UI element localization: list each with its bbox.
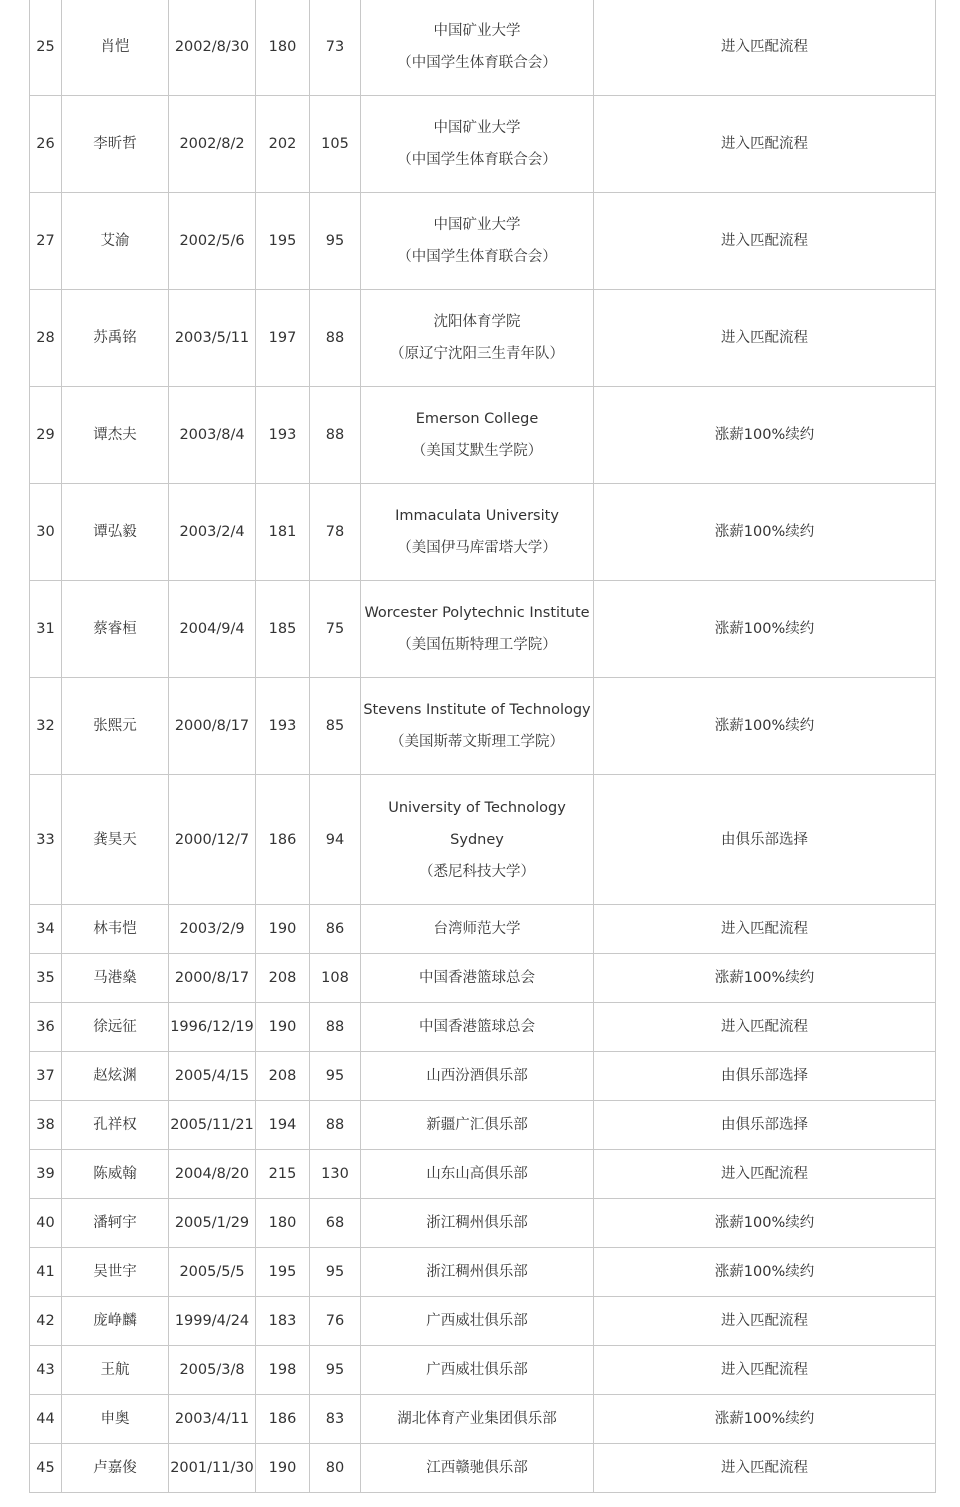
cell-height: 181	[256, 484, 310, 581]
table-row	[30, 1297, 936, 1346]
school-line: 山东山高俱乐部	[426, 1166, 528, 1182]
cell-school	[361, 1248, 594, 1297]
cell-school	[361, 905, 594, 954]
cell-school	[361, 1444, 594, 1493]
cell-status: 由俱乐部选择	[594, 1052, 936, 1101]
cell-birthdate: 2002/8/2	[169, 96, 256, 193]
school-line: Immaculata University	[395, 508, 559, 524]
table-row	[30, 1199, 936, 1248]
cell-status: 进入匹配流程	[594, 1297, 936, 1346]
cell-birthdate: 1999/4/24	[169, 1297, 256, 1346]
school-line: 江西赣驰俱乐部	[426, 1460, 528, 1476]
cell-height: 190	[256, 1003, 310, 1052]
cell-weight: 86	[310, 905, 361, 954]
table-row	[30, 1395, 936, 1444]
cell-status: 进入匹配流程	[594, 905, 936, 954]
cell-weight: 95	[310, 193, 361, 290]
school-line: 湖北体育产业集团俱乐部	[397, 1411, 557, 1427]
cell-name: 张熙元	[62, 678, 169, 775]
cell-school	[361, 290, 594, 387]
cell-name: 龚昊天	[62, 775, 169, 905]
cell-number: 34	[30, 905, 62, 954]
cell-name: 李昕哲	[62, 96, 169, 193]
school-line: （美国伍斯特理工学院）	[397, 637, 557, 653]
cell-status: 涨薪100%续约	[594, 1199, 936, 1248]
school-line: （美国斯蒂文斯理工学院）	[390, 734, 564, 750]
cell-height: 193	[256, 387, 310, 484]
table-row	[30, 1101, 936, 1150]
cell-weight: 68	[310, 1199, 361, 1248]
table-row	[30, 1444, 936, 1493]
cell-height: 193	[256, 678, 310, 775]
table-row	[30, 96, 936, 193]
cell-number: 33	[30, 775, 62, 905]
cell-number: 28	[30, 290, 62, 387]
cell-height: 190	[256, 1444, 310, 1493]
cell-number: 39	[30, 1150, 62, 1199]
cell-status: 进入匹配流程	[594, 1003, 936, 1052]
school-line: （中国学生体育联合会）	[397, 249, 557, 265]
cell-weight: 88	[310, 1003, 361, 1052]
cell-birthdate: 2003/4/11	[169, 1395, 256, 1444]
cell-school	[361, 387, 594, 484]
school-line: 山西汾酒俱乐部	[426, 1068, 528, 1084]
cell-height: 180	[256, 0, 310, 96]
school-line: 中国香港篮球总会	[419, 1019, 535, 1035]
cell-status: 进入匹配流程	[594, 96, 936, 193]
cell-birthdate: 1996/12/19	[169, 1003, 256, 1052]
school-line: （中国学生体育联合会）	[397, 152, 557, 168]
table-row	[30, 193, 936, 290]
cell-school	[361, 484, 594, 581]
cell-birthdate: 2003/5/11	[169, 290, 256, 387]
cell-school	[361, 1101, 594, 1150]
school-line: 中国矿业大学	[433, 217, 521, 233]
cell-number: 30	[30, 484, 62, 581]
cell-birthdate: 2000/8/17	[169, 678, 256, 775]
cell-height: 208	[256, 954, 310, 1003]
cell-weight: 108	[310, 954, 361, 1003]
cell-status: 涨薪100%续约	[594, 1395, 936, 1444]
table-row	[30, 1248, 936, 1297]
school-line: 浙江稠州俱乐部	[426, 1215, 528, 1231]
cell-birthdate: 2000/12/7	[169, 775, 256, 905]
cell-status: 进入匹配流程	[594, 1150, 936, 1199]
school-line: 中国矿业大学	[433, 23, 521, 39]
cell-number: 25	[30, 0, 62, 96]
cell-height: 190	[256, 905, 310, 954]
cell-number: 26	[30, 96, 62, 193]
cell-name: 王航	[62, 1346, 169, 1395]
cell-birthdate: 2002/8/30	[169, 0, 256, 96]
cell-birthdate: 2003/2/4	[169, 484, 256, 581]
school-line: 中国矿业大学	[433, 120, 521, 136]
cell-number: 31	[30, 581, 62, 678]
cell-name: 赵炫渊	[62, 1052, 169, 1101]
cell-birthdate: 2003/2/9	[169, 905, 256, 954]
cell-weight: 76	[310, 1297, 361, 1346]
cell-school	[361, 1150, 594, 1199]
cell-height: 208	[256, 1052, 310, 1101]
cell-height: 194	[256, 1101, 310, 1150]
cell-weight: 88	[310, 387, 361, 484]
cell-number: 27	[30, 193, 62, 290]
cell-name: 谭弘毅	[62, 484, 169, 581]
cell-height: 186	[256, 775, 310, 905]
cell-height: 198	[256, 1346, 310, 1395]
cell-name: 蔡睿桓	[62, 581, 169, 678]
school-line: 浙江稠州俱乐部	[426, 1264, 528, 1280]
player-table	[29, 0, 936, 1493]
school-line: （美国艾默生学院）	[411, 443, 543, 459]
school-line: 台湾师范大学	[433, 921, 521, 937]
cell-status: 进入匹配流程	[594, 290, 936, 387]
cell-school	[361, 0, 594, 96]
cell-name: 徐远征	[62, 1003, 169, 1052]
cell-school	[361, 193, 594, 290]
cell-name: 林韦恺	[62, 905, 169, 954]
cell-weight: 130	[310, 1150, 361, 1199]
cell-weight: 95	[310, 1248, 361, 1297]
cell-school	[361, 1346, 594, 1395]
cell-status: 涨薪100%续约	[594, 387, 936, 484]
school-line: Stevens Institute of Technology	[363, 702, 591, 718]
cell-height: 197	[256, 290, 310, 387]
table-row	[30, 1150, 936, 1199]
cell-school	[361, 1003, 594, 1052]
cell-status: 进入匹配流程	[594, 0, 936, 96]
cell-weight: 85	[310, 678, 361, 775]
school-line: Worcester Polytechnic Institute	[364, 605, 590, 621]
cell-weight: 88	[310, 290, 361, 387]
cell-number: 29	[30, 387, 62, 484]
player-table-body	[30, 0, 936, 1493]
cell-number: 42	[30, 1297, 62, 1346]
cell-weight: 95	[310, 1346, 361, 1395]
cell-number: 37	[30, 1052, 62, 1101]
school-line: （中国学生体育联合会）	[397, 55, 557, 71]
cell-height: 215	[256, 1150, 310, 1199]
cell-height: 186	[256, 1395, 310, 1444]
cell-birthdate: 2002/5/6	[169, 193, 256, 290]
table-row	[30, 1052, 936, 1101]
cell-status: 涨薪100%续约	[594, 954, 936, 1003]
cell-school	[361, 1297, 594, 1346]
cell-name: 申奥	[62, 1395, 169, 1444]
school-line: University of Technology	[388, 799, 566, 816]
cell-weight: 75	[310, 581, 361, 678]
cell-school	[361, 1199, 594, 1248]
cell-status: 涨薪100%续约	[594, 678, 936, 775]
cell-status: 进入匹配流程	[594, 193, 936, 290]
cell-number: 41	[30, 1248, 62, 1297]
cell-weight: 88	[310, 1101, 361, 1150]
cell-height: 202	[256, 96, 310, 193]
cell-height: 180	[256, 1199, 310, 1248]
cell-status: 涨薪100%续约	[594, 484, 936, 581]
cell-birthdate: 2005/5/5	[169, 1248, 256, 1297]
table-row	[30, 387, 936, 484]
table-row	[30, 1346, 936, 1395]
cell-name: 谭杰夫	[62, 387, 169, 484]
cell-name: 马港燊	[62, 954, 169, 1003]
cell-weight: 78	[310, 484, 361, 581]
cell-birthdate: 2005/11/21	[169, 1101, 256, 1150]
cell-name: 艾渝	[62, 193, 169, 290]
cell-name: 肖恺	[62, 0, 169, 96]
table-row	[30, 678, 936, 775]
cell-birthdate: 2004/8/20	[169, 1150, 256, 1199]
cell-weight: 94	[310, 775, 361, 905]
cell-birthdate: 2001/11/30	[169, 1444, 256, 1493]
cell-name: 苏禹铭	[62, 290, 169, 387]
cell-school	[361, 581, 594, 678]
school-line: 中国香港篮球总会	[419, 970, 535, 986]
cell-name: 潘轲宇	[62, 1199, 169, 1248]
table-row	[30, 905, 936, 954]
school-line: （悉尼科技大学）	[419, 863, 535, 880]
table-row	[30, 484, 936, 581]
school-line: （原辽宁沈阳三生青年队）	[390, 346, 564, 362]
school-line: Sydney	[450, 831, 504, 848]
cell-status: 由俱乐部选择	[594, 1101, 936, 1150]
cell-number: 40	[30, 1199, 62, 1248]
cell-height: 195	[256, 1248, 310, 1297]
table-row	[30, 1003, 936, 1052]
school-line: 广西威壮俱乐部	[426, 1313, 528, 1329]
cell-status: 涨薪100%续约	[594, 581, 936, 678]
cell-status: 进入匹配流程	[594, 1346, 936, 1395]
cell-weight: 105	[310, 96, 361, 193]
school-line: 新疆广汇俱乐部	[426, 1117, 528, 1133]
cell-name: 卢嘉俊	[62, 1444, 169, 1493]
cell-weight: 83	[310, 1395, 361, 1444]
table-row	[30, 0, 936, 96]
cell-birthdate: 2003/8/4	[169, 387, 256, 484]
cell-weight: 95	[310, 1052, 361, 1101]
cell-number: 38	[30, 1101, 62, 1150]
cell-birthdate: 2005/3/8	[169, 1346, 256, 1395]
cell-number: 45	[30, 1444, 62, 1493]
cell-number: 43	[30, 1346, 62, 1395]
cell-birthdate: 2000/8/17	[169, 954, 256, 1003]
cell-status: 由俱乐部选择	[594, 775, 936, 905]
cell-number: 44	[30, 1395, 62, 1444]
cell-school	[361, 775, 594, 905]
table-row	[30, 775, 936, 905]
cell-number: 35	[30, 954, 62, 1003]
cell-name: 孔祥权	[62, 1101, 169, 1150]
cell-number: 32	[30, 678, 62, 775]
cell-weight: 73	[310, 0, 361, 96]
cell-name: 陈威翰	[62, 1150, 169, 1199]
cell-number: 36	[30, 1003, 62, 1052]
cell-school	[361, 954, 594, 1003]
cell-status: 涨薪100%续约	[594, 1248, 936, 1297]
cell-name: 吴世宇	[62, 1248, 169, 1297]
school-line: Emerson College	[415, 411, 539, 427]
cell-height: 195	[256, 193, 310, 290]
cell-height: 185	[256, 581, 310, 678]
cell-birthdate: 2005/1/29	[169, 1199, 256, 1248]
cell-school	[361, 96, 594, 193]
cell-school	[361, 1052, 594, 1101]
cell-school	[361, 678, 594, 775]
school-line: 广西威壮俱乐部	[426, 1362, 528, 1378]
cell-weight: 80	[310, 1444, 361, 1493]
cell-school	[361, 1395, 594, 1444]
cell-height: 183	[256, 1297, 310, 1346]
table-row	[30, 581, 936, 678]
cell-name: 庞峥麟	[62, 1297, 169, 1346]
table-row	[30, 954, 936, 1003]
table-row	[30, 290, 936, 387]
school-line: 沈阳体育学院	[433, 314, 521, 330]
cell-status: 进入匹配流程	[594, 1444, 936, 1493]
cell-birthdate: 2004/9/4	[169, 581, 256, 678]
school-line: （美国伊马库雷塔大学）	[397, 540, 557, 556]
cell-birthdate: 2005/4/15	[169, 1052, 256, 1101]
